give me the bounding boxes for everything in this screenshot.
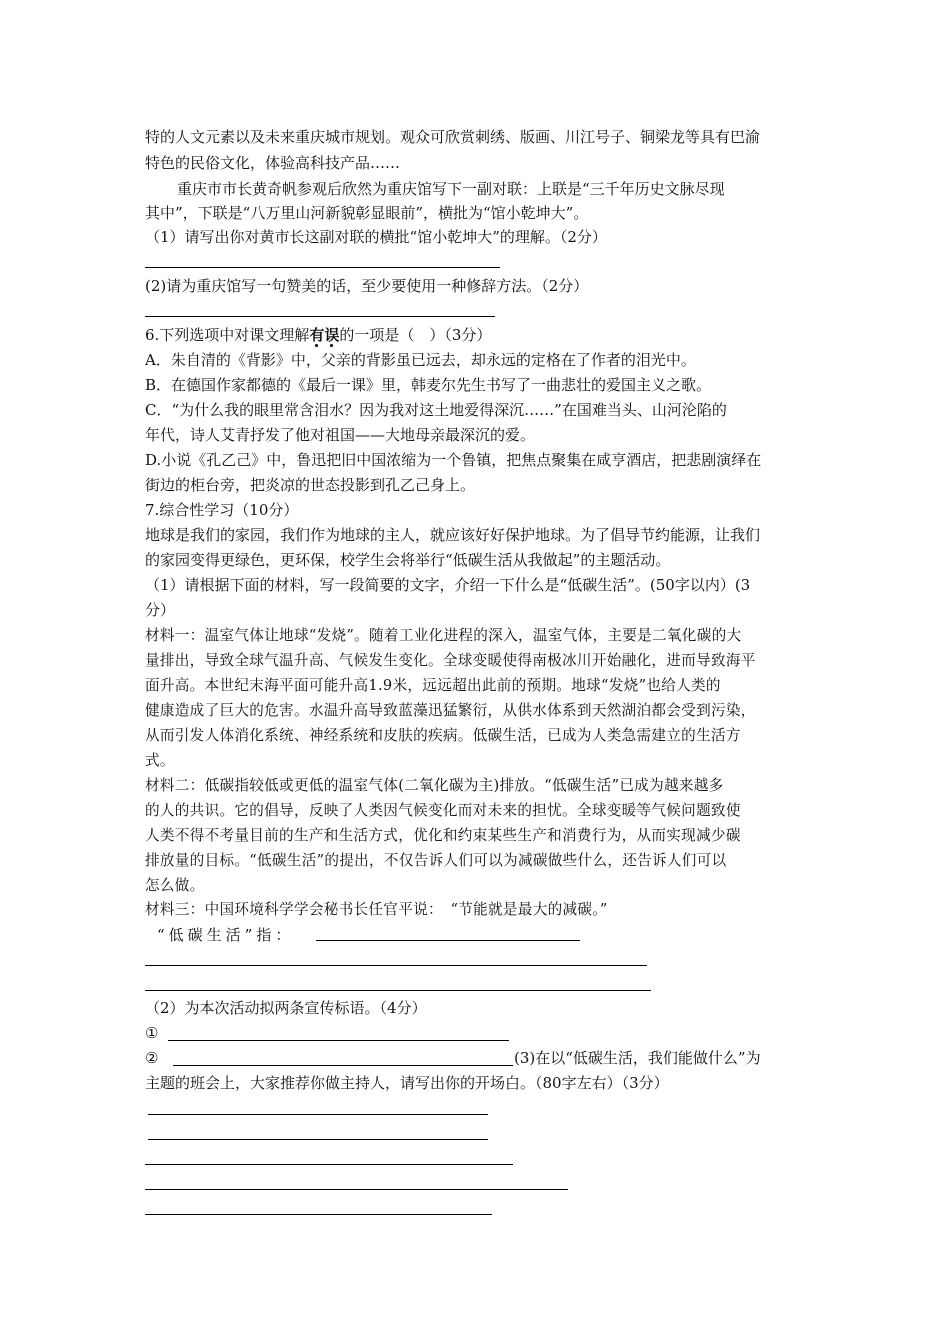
material-1-line-3: 面升高。本世纪末海平面可能升高1.9米，远远超出此前的预期。地球“发烧”也给人类的 xyxy=(145,677,721,694)
question-6-stem xyxy=(145,325,491,345)
definition-answer-line-2[interactable] xyxy=(145,965,647,966)
q7-intro-line-2: 的家园变得更绿色，更环保，校学生会将举行“低碳生活从我做起”的主题活动。 xyxy=(145,551,671,569)
q7-part3-line-1: (3)在以“低碳生活，我们能做什么”为 xyxy=(514,1049,761,1067)
slogan-1-row xyxy=(145,1023,158,1043)
passage-line-3: 重庆市市长黄奇帆参观后欣然为重庆馆写下一副对联：上联是“三千年历史文脉尽现 xyxy=(177,180,725,198)
opening-answer-line-5[interactable] xyxy=(145,1214,492,1215)
material-1-line-2: 量排出，导致全球气温升高、气候发生变化。全球变暖使得南极冰川开始融化，进而导致海平 xyxy=(145,652,756,669)
opening-answer-line-4[interactable] xyxy=(145,1189,568,1190)
option-c-line-2: 年代，诗人艾青抒发了他对祖国——大地母亲最深沉的爱。 xyxy=(145,426,536,444)
answer-line-5-1[interactable] xyxy=(145,267,500,268)
q7-part1-line-2: 分） xyxy=(145,601,176,619)
material-2-line-2: 的人的共识。它的倡导，反映了人类因气候变化而对未来的担忧。全球变暖等气候问题致使 xyxy=(145,802,741,819)
option-a: A．朱自清的《背影》中，父亲的背影虽已远去，却永远的定格在了作者的泪光中。 xyxy=(145,351,696,369)
material-1-line-4: 健康造成了巨大的危害。水温升高导致蓝藻迅猛繁衍，从供水体系到天然湖泊都会受到污染， xyxy=(145,702,756,719)
material-1-line-5: 从而引发人体消化系统、神经系统和皮肤的疾病。低碳生活，已成为人类急需建立的生活方 xyxy=(145,727,741,744)
passage-line-2: 特色的民俗文化，体验高科技产品…… xyxy=(145,154,401,172)
material-2-line-5: 怎么做。 xyxy=(145,877,205,894)
option-b: B．在德国作家都德的《最后一课》里，韩麦尔先生书写了一曲悲壮的爱国主义之歌。 xyxy=(145,376,712,394)
definition-answer-line-1[interactable] xyxy=(316,940,580,941)
slogan-2-answer-line[interactable] xyxy=(173,1065,513,1066)
opening-answer-line-2[interactable] xyxy=(148,1139,488,1140)
slogan-2-marker: ② xyxy=(145,1049,159,1067)
material-2-line-4: 排放量的目标。“低碳生活”的提出，不仅告诉人们可以为减碳做些什么，还告诉人们可以 xyxy=(145,852,727,869)
q7-part1-line-1: （1）请根据下面的材料，写一段简要的文字，介绍一下什么是“低碳生活”。(50字以内）(3 xyxy=(145,576,751,594)
question-6-stem-start: 6.下列选项中对课文理解 xyxy=(145,326,310,344)
q7-intro-line-1: 地球是我们的家园，我们作为地球的主人，就应该好好保护地球。为了倡导节约能源，让我们 xyxy=(145,526,761,544)
material-2-line-1: 材料二：低碳指较低或更低的温室气体(二氧化碳为主)排放。“低碳生活”已成为越来越多 xyxy=(145,777,724,794)
material-1-line-1: 材料一：温室气体让地球“发烧”。随着工业化进程的深入，温室气体，主要是二氧化碳的大 xyxy=(145,627,742,644)
question-6-stem-end: 的一项是（ ）（3分） xyxy=(339,326,492,344)
slogan-2-row xyxy=(145,1048,158,1068)
material-2-line-3: 人类不得不考量目前的生产和生活方式，优化和约束某些生产和消费行为，从而实现减少碳 xyxy=(145,827,741,844)
emphasis-char-2: 误 xyxy=(324,326,339,344)
question-5-2: (2)请为重庆馆写一句赞美的话，至少要使用一种修辞方法。（2分） xyxy=(145,277,589,295)
answer-line-5-2[interactable] xyxy=(145,316,495,317)
material-1-line-6: 式。 xyxy=(145,752,175,769)
slogan-1-marker: ① xyxy=(145,1024,159,1042)
opening-answer-line-3[interactable] xyxy=(145,1164,513,1165)
option-d-line-2: 街边的柜台旁，把炎凉的世态投影到孔乙己身上。 xyxy=(145,476,476,494)
slogan-1-answer-line[interactable] xyxy=(168,1040,509,1041)
q7-part2: （2）为本次活动拟两条宣传标语。（4分） xyxy=(145,999,427,1017)
material-3: 材料三：中国环境科学学会秘书长任官平说： “节能就是最大的减碳。” xyxy=(145,901,608,918)
passage-line-4: 其中”，下联是“八万里山河新貌彰显眼前”，横批为“馆小乾坤大”。 xyxy=(145,204,589,222)
opening-answer-line-1[interactable] xyxy=(148,1114,488,1115)
question-5-1: （1）请写出你对黄市长这副对联的横批“馆小乾坤大”的理解。（2分） xyxy=(145,228,607,246)
q7-part3-line-2: 主题的班会上，大家推荐你做主持人，请写出你的开场白。（80字左右）（3分） xyxy=(145,1074,669,1092)
option-d-line-1: D.小说《孔乙己》中，鲁迅把旧中国浓缩为一个鲁镇，把焦点聚集在咸亨酒店，把悲剧演绎在 xyxy=(145,451,762,469)
low-carbon-definition-label: “低碳生活”指： xyxy=(157,926,295,944)
emphasis-char-1: 有 xyxy=(309,326,324,344)
option-c-line-1: C．“为什么我的眼里常含泪水？因为我对这土地爱得深沉……”在国难当头、山河沦陷的 xyxy=(145,401,727,419)
question-7-title: 7.综合性学习（10分） xyxy=(145,501,299,519)
passage-line-1: 特的人文元素以及未来重庆城市规划。观众可欣赏刺绣、版画、川江号子、铜梁龙等具有巴渝 xyxy=(145,128,761,146)
definition-answer-line-3[interactable] xyxy=(145,990,651,991)
